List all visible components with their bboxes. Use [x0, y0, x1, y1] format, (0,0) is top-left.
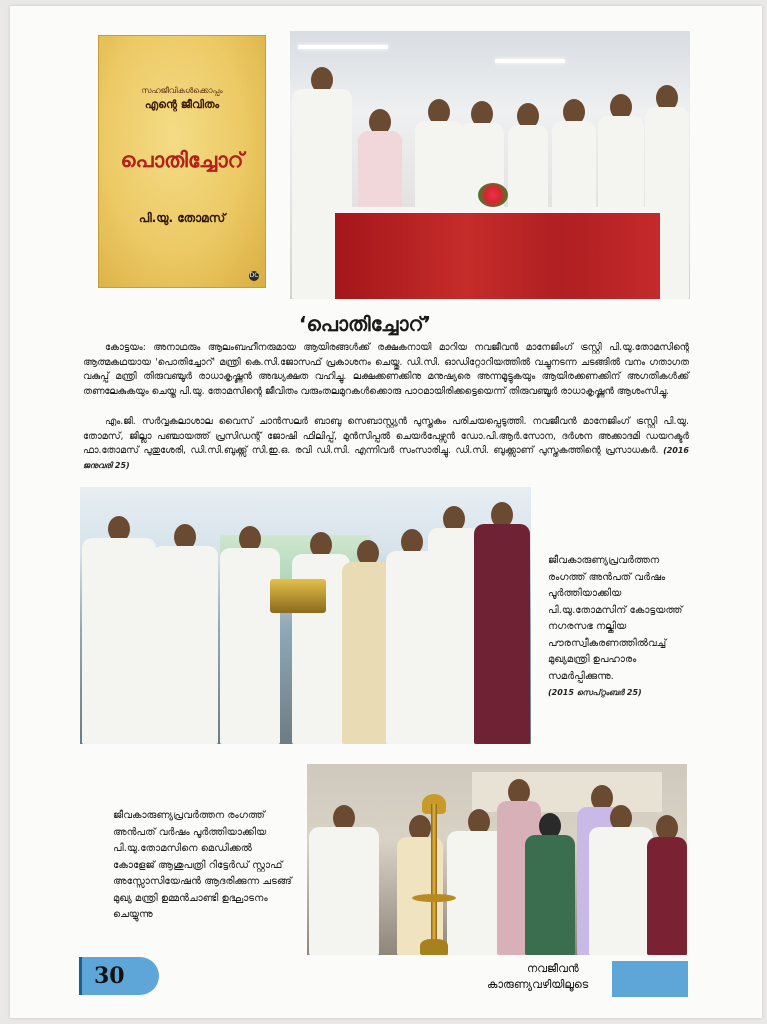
footer-accent-bar	[612, 961, 688, 997]
flower-bouquet	[478, 183, 508, 207]
publisher-logo-icon: DC	[249, 272, 259, 279]
ceiling-light	[495, 59, 565, 63]
person	[309, 805, 379, 955]
civic-reception-photo	[80, 487, 531, 744]
caption-date: (2015 സെപ്റ്റംബർ 25)	[548, 688, 642, 697]
oil-lamp	[412, 794, 456, 955]
table-red-cloth	[335, 207, 660, 299]
person	[82, 516, 156, 744]
memento-trophy	[270, 579, 326, 613]
cover-author: പി.യു. തോമസ്	[138, 211, 226, 225]
person	[428, 506, 480, 744]
person	[589, 805, 653, 955]
book-cover	[98, 35, 266, 288]
person	[525, 813, 575, 955]
book-release-photo	[290, 31, 690, 299]
person	[474, 502, 530, 744]
photo3-caption: ജീവകാരുണ്യപ്രവർത്തന രംഗത്ത് അൻപത് വർഷം പൂർത്തിയാക്കിയ പി.യു.തോമസിനെ മെഡിക്കൽ കോളേജ് ആശുപത്രി റിട്ടേർഡ് സ്റ്റാഫ് അസ്സോസിയേഷൻ ആദരിക്കുന്ന ചടങ്ങ് മുഖ്യ മന്ത്രി ഉമ്മൻചാണ്ടി ഉദ്ഘാടനം ചെയ്യുന്നു	[113, 810, 292, 920]
cover-title: പൊതിച്ചോറ്	[120, 148, 244, 172]
article-paragraph-2	[83, 415, 689, 473]
article-paragraph-1: കോട്ടയം: അനാഥരും ആലംബഹീനരുമായ ആയിരങ്ങൾക്ക് രക്ഷകനായി മാറിയ നവജീവൻ മാനേജിംഗ് ട്രസ്റ്റി പി.യു.തോമസിന്റെ ആത്മകഥയായ 'പൊതിച്ചോറ്' മന്ത്രി കെ.സി.ജോസഫ് പ്രകാശനം ചെയ്തു. ഡി.സി. ഓഡിറ്റോറിയത്തിൽ വച്ചുനടന്ന ചടങ്ങിൽ വനം ഗതാഗത വകുപ്പ് മന്ത്രി തിരുവഞ്ചൂർ രാധാകൃഷ്ണൻ അദ്ധ്യക്ഷത വഹിച്ചു. ലക്ഷക്കണക്കിനു മനുഷ്യരെ അന്നമൂട്ടുകയും ആയിരക്കണക്കിന് അഗതികൾക്ക് തണലേകുകയും ചെയ്ത പി.യു. തോമസിന്റെ ജീവിതം വരുംതലമുറകൾക്കൊരു പാഠമായിരിക്കട്ടെയെന്ന് തിരുവഞ്ചൂർ രാധാകൃഷ്ണൻ ആശംസിച്ചു.	[83, 342, 689, 397]
lamp-lighting-photo	[307, 764, 687, 955]
cover-subtitle: സഹജീവികൾക്കൊപ്പം	[141, 86, 223, 95]
article-heading: ‘പൊതിച്ചോറ്’	[298, 312, 432, 336]
footer-title	[487, 961, 609, 993]
photo2-caption	[548, 553, 688, 702]
footer-line-1: നവജീവൻ	[527, 962, 579, 975]
footer-line-2: കാരുണ്യവഴിയിലൂടെ	[487, 978, 589, 991]
paragraph-date: (2016 ജനുവരി 25)	[83, 446, 689, 470]
ceiling-light	[298, 45, 388, 49]
caption-text: ജീവകാരുണ്യപ്രവർത്തന രംഗത്ത് അൻപത് വർഷം പൂർത്തിയാക്കിയ പി.യു.തോമസിന് കോട്ടയത്ത് നഗരസഭ നല്കിയ പൗരസ്വീകരണത്തിൽവച്ച് മുഖ്യമന്ത്രി ഉപഹാരം സമർപ്പിക്കുന്നു.	[548, 555, 683, 682]
person	[220, 526, 280, 744]
person	[152, 524, 218, 744]
person	[647, 815, 687, 955]
paragraph-text: എം.ജി. സർവ്വകലാശാല വൈസ് ചാൻസലർ ബാബു സെബാസ്റ്റ്യൻ പുസ്തകം പരിചയപ്പെടുത്തി. നവജീവൻ മാനേജിംഗ് ട്രസ്റ്റി പി.യു. തോമസ്, ജില്ലാ പഞ്ചായത്ത് പ്രസിഡന്റ് ജോഷി ഫിലിപ്പ്, മുൻസിപ്പൽ ചെയർപേഴ്സൻ ഡോ.പി.ആർ.സോന, ദർശന അക്കാദമി ഡയറക്ടർ ഫാ.തോമസ് പുതുശേരി, ഡി.സി.ബുക്ക്സ് സി.ഇ.ഒ. രവി ഡി.സി. എന്നിവർ സംസാരിച്ചു. ഡി.സി. ബുക്ക്സാണ് പുസ്തകത്തിന്റെ പ്രസാധകർ.	[83, 416, 689, 457]
page-number: 30	[79, 957, 159, 995]
cover-series: എന്റെ ജീവിതം	[144, 98, 220, 111]
